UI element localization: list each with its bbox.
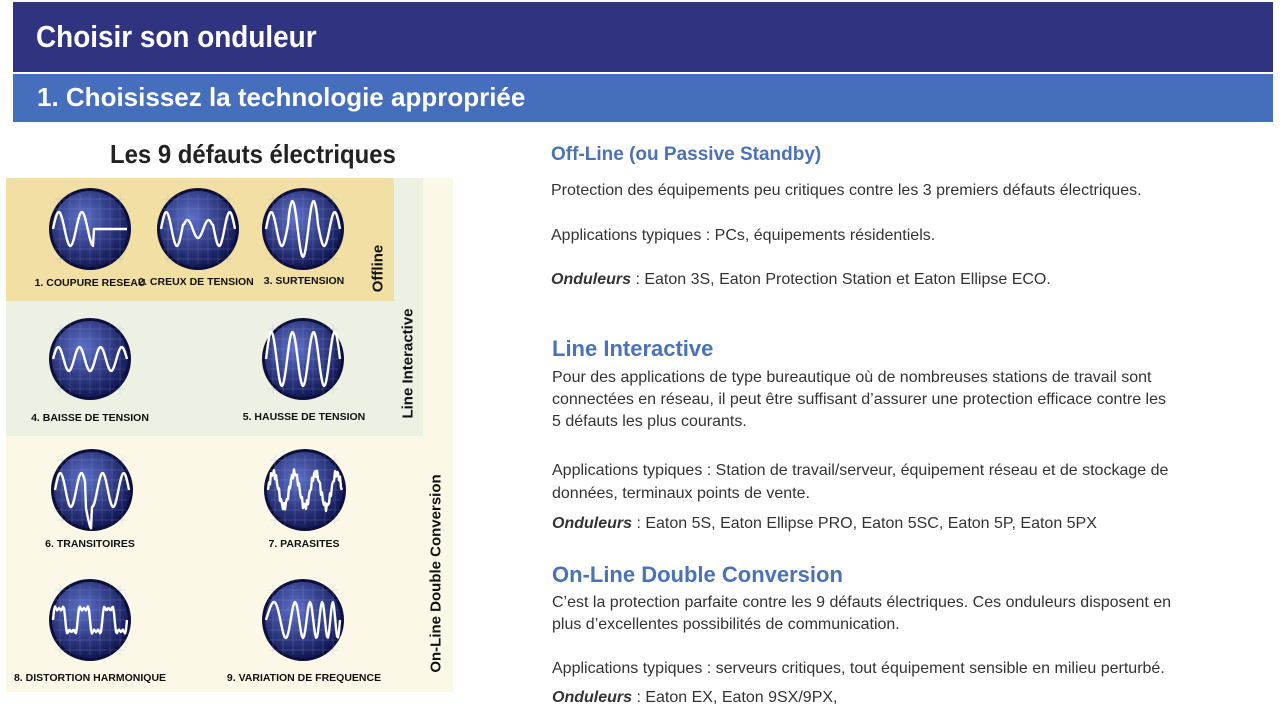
line-interactive-zone-label: Line Interactive: [399, 308, 417, 419]
line-interactive-description-2: connectées en réseau, il peut être suffisant d’assurer une protection efficace contre les: [552, 391, 1166, 408]
defect-icon-2: [155, 186, 241, 272]
line-interactive-heading: Line Interactive: [552, 336, 714, 361]
defect-icon-8: [47, 577, 133, 663]
defect-label-3: 3. SURTENSION: [263, 275, 345, 287]
online-applications: Applications typiques : serveurs critiques, tout équipement sensible en milieu perturbé.: [552, 660, 1165, 677]
online-strip: [423, 178, 453, 436]
defect-label-7: 7. PARASITES: [268, 538, 340, 550]
online-heading: On-Line Double Conversion: [552, 562, 843, 587]
line-interactive-description-1: Pour des applications de type bureautique où de nombreuses stations de travail sont: [552, 369, 1152, 386]
defect-icon-6: [49, 447, 135, 533]
offline-zone-label: Offline: [369, 244, 387, 293]
section-header: [13, 74, 1273, 122]
online-ups-label: Onduleurs: [552, 689, 633, 706]
defect-icon-4: [47, 316, 133, 402]
offline-applications: Applications typiques : PCs, équipements résidentiels.: [551, 227, 936, 244]
defect-label-9: 9. VARIATION DE FREQUENCE: [226, 672, 382, 684]
offline-ups-label: Onduleurs: [551, 271, 632, 288]
defect-label-4: 4. BAISSE DE TENSION: [31, 412, 149, 424]
page-title: Choisir son onduleur: [36, 19, 317, 54]
defect-label-8: 8. DISTORTION HARMONIQUE: [13, 672, 167, 684]
online-ups: [552, 689, 837, 707]
online-ups-models: : Eaton EX, Eaton 9SX/9PX,: [632, 689, 838, 706]
line-interactive-description-3: 5 défauts les plus courants.: [552, 413, 747, 430]
line-interactive-ups-label: Onduleurs: [552, 515, 633, 532]
offline-description: Protection des équipements peu critiques contre les 3 premiers défauts électriques.: [551, 182, 1142, 199]
defect-icon-1: [47, 186, 133, 272]
page-header: [13, 2, 1273, 72]
defect-icon-7: [262, 447, 348, 533]
offline-ups: [551, 271, 1051, 289]
defect-icon-3: [260, 186, 346, 272]
online-description-1: C’est la protection parfaite contre les 9 défauts électriques. Ces onduleurs disposent en: [552, 594, 1172, 611]
defect-label-1: 1. COUPURE RESEAU: [34, 277, 146, 289]
defect-label-5: 5. HAUSSE DE TENSION: [242, 411, 366, 423]
line-interactive-ups-models: : Eaton 5S, Eaton Ellipse PRO, Eaton 5SC, Eaton 5P, Eaton 5PX: [632, 515, 1097, 532]
offline-heading: Off-Line (ou Passive Standby): [551, 144, 822, 165]
line-interactive-applications-1: Applications typiques : Station de travail/serveur, équipement réseau et de stockage de: [552, 462, 1169, 479]
line-interactive-applications-2: données, terminaux points de vente.: [552, 485, 810, 502]
defect-icon-9: [260, 577, 346, 663]
defect-label-6: 6. TRANSITOIRES: [45, 538, 135, 550]
online-zone-label: On-Line Double Conversion: [427, 474, 445, 673]
online-description-2: plus d’excellentes possibilités de communication.: [552, 616, 900, 633]
section-title: 1. Choisissez la technologie appropriée: [37, 82, 526, 112]
offline-ups-models: : Eaton 3S, Eaton Protection Station et Eaton Ellipse ECO.: [631, 271, 1051, 288]
defect-label-2: 2. CREUX DE TENSION: [138, 276, 254, 288]
defects-title: Les 9 défauts électriques: [110, 139, 396, 169]
defect-icon-5: [260, 316, 346, 402]
line-interactive-ups: [552, 515, 1097, 533]
